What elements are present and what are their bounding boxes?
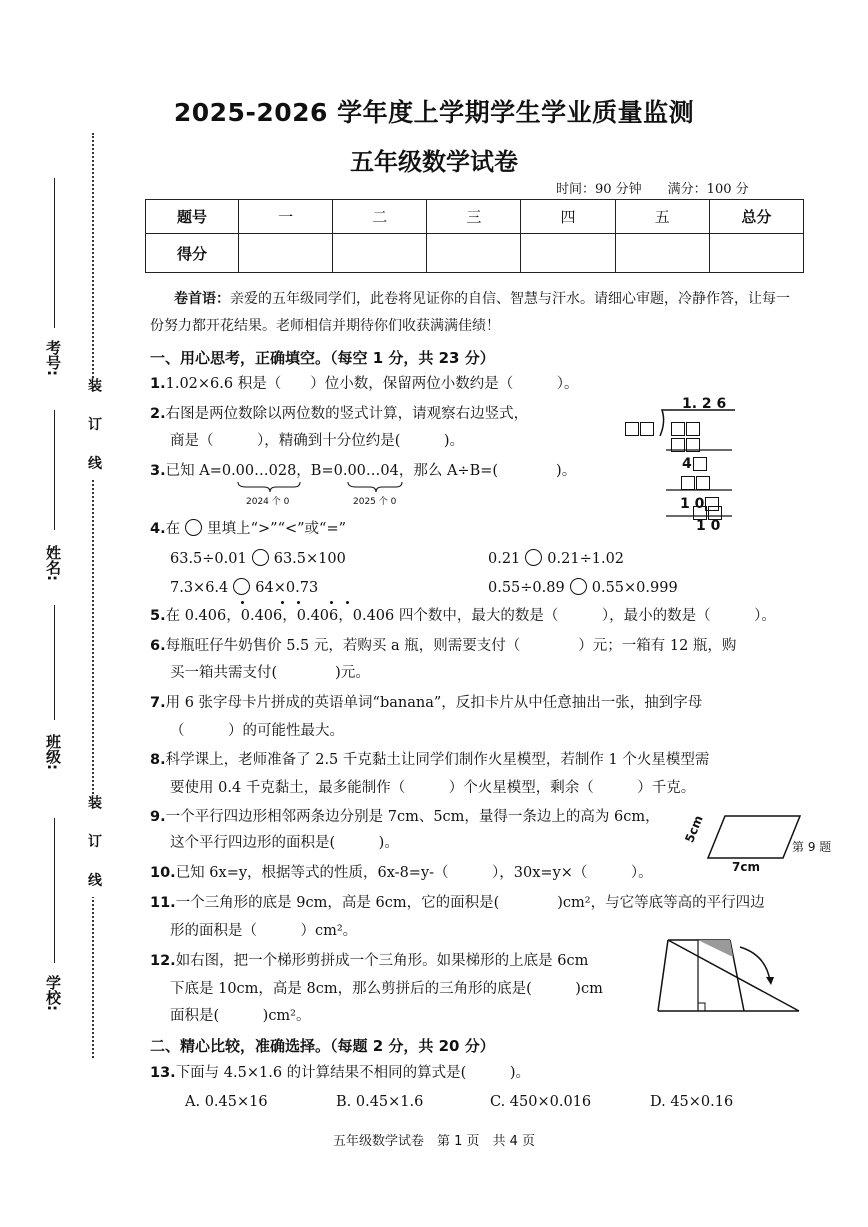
xuexiao-underline xyxy=(54,818,55,963)
score-table-header-cell: 二 xyxy=(333,200,427,234)
score-row-label: 得分 xyxy=(146,234,239,273)
compare-circle[interactable] xyxy=(525,549,542,566)
banji-label: 班级: xyxy=(44,734,62,770)
question-12 xyxy=(150,952,588,970)
repeat-dot xyxy=(241,601,244,604)
question-text: 一个平行四边形相邻两条边分别是 7cm、5cm，量得一条边上的高为 6cm， xyxy=(165,809,660,825)
q4-item-d xyxy=(488,578,678,597)
digit-box[interactable] xyxy=(625,422,639,436)
repeat-dot xyxy=(297,601,300,604)
page-footer: 五年级数学试卷 第 1 页 共 4 页 xyxy=(332,1134,536,1149)
question-12-line2: 下底是 10cm，高是 8cm，那么剪拼后的三角形的底是( )cm xyxy=(170,981,603,997)
expr: 0.55×0.999 xyxy=(591,580,678,596)
division-final: 1 0 xyxy=(696,518,721,534)
question-7-line2: （ ）的可能性最大。 xyxy=(170,723,344,739)
q4-item-b xyxy=(488,549,624,568)
question-3 xyxy=(150,462,576,480)
question-8 xyxy=(150,751,709,769)
compare-circle[interactable] xyxy=(570,578,587,595)
q4-item-c xyxy=(170,578,318,597)
expr: 64×0.73 xyxy=(255,580,319,596)
question-number: 9. xyxy=(150,809,166,825)
question-text: 右图是两位数除以两位数的竖式计算，请观察右边竖式， xyxy=(165,406,529,422)
question-9-line2: 这个平行四边形的面积是( )。 xyxy=(170,835,399,851)
question-text: 1.02×6.6 积是（ ）位小数，保留两位小数约是（ ）。 xyxy=(165,376,579,392)
xingming-underline xyxy=(54,410,55,530)
expr: 7.3×6.4 xyxy=(170,580,229,596)
divisor-boxes xyxy=(624,418,654,437)
score-table xyxy=(145,199,804,273)
question-1 xyxy=(150,375,578,393)
remainder-row-1 xyxy=(682,453,707,472)
division-quotient: 1. 2 6 xyxy=(682,396,727,412)
q13-option-b[interactable]: B. 0.45×1.6 xyxy=(336,1094,424,1110)
question-text: 科学课上，老师准备了 2.5 千克黏土让同学们制作火星模型，若制作 1 个火星模型需 xyxy=(165,752,710,768)
repeat-dot xyxy=(281,601,284,604)
question-text: 在 xyxy=(165,521,181,537)
question-text: 已知 6x=y，根据等式的性质，6x-8=y-（ ），30x=y×（ ）。 xyxy=(175,865,653,881)
parallelogram-side-label: 5cm xyxy=(682,813,706,845)
question-6 xyxy=(150,637,736,655)
parallelogram-base-label: 7cm xyxy=(732,860,760,874)
score-cell[interactable] xyxy=(521,234,615,273)
expr: 0.21÷1.02 xyxy=(547,551,625,567)
question-4 xyxy=(150,519,346,538)
exam-subtitle: 五年级数学试卷 xyxy=(350,148,518,176)
question-number: 4. xyxy=(150,521,166,537)
division-bracket xyxy=(620,396,740,536)
question-13 xyxy=(150,1064,530,1082)
digit-box[interactable] xyxy=(640,422,654,436)
question-2 xyxy=(150,405,528,423)
q3-note-b: 2025 个 0 xyxy=(353,497,397,507)
q13-option-c[interactable]: C. 450×0.016 xyxy=(490,1094,592,1110)
question-text: 如右图，把一个梯形剪拼成一个三角形。如果梯形的上底是 6cm xyxy=(175,953,589,969)
question-9 xyxy=(150,808,660,826)
question-number: 11. xyxy=(150,895,176,911)
banji-underline xyxy=(54,605,55,720)
question-number: 3. xyxy=(150,463,166,479)
score-table-header-cell: 三 xyxy=(427,200,521,234)
repeat-dot xyxy=(330,601,333,604)
compare-circle[interactable] xyxy=(252,549,269,566)
question-number: 13. xyxy=(150,1065,176,1081)
q3-note-a: 2024 个 0 xyxy=(246,497,290,507)
question-8-line2: 要使用 0.4 千克黏土，最多能制作（ ）个火星模型，剩余（ ）千克。 xyxy=(170,780,696,796)
trapezoid-figure xyxy=(654,937,804,1017)
score-cell[interactable] xyxy=(239,234,333,273)
section-1-title: 一、用心思考，正确填空。（每空 1 分，共 23 分） xyxy=(150,349,495,367)
expr: 63.5×100 xyxy=(273,551,346,567)
score-cell[interactable] xyxy=(333,234,427,273)
question-11 xyxy=(150,894,765,912)
digit-box[interactable] xyxy=(681,476,695,490)
score-table-header-cell: 一 xyxy=(239,200,333,234)
question-number: 5. xyxy=(150,608,166,624)
expr: 0.21 xyxy=(488,551,521,567)
digit-box[interactable] xyxy=(686,438,700,452)
score-cell[interactable] xyxy=(709,234,803,273)
kaohao-underline xyxy=(54,178,55,328)
question-12-line3: 面积是( )cm²。 xyxy=(170,1008,311,1024)
digit-box[interactable] xyxy=(671,438,685,452)
kaohao-label: 考号: xyxy=(44,340,62,376)
parallelogram-figure xyxy=(705,812,805,862)
xuexiao-label: 学校: xyxy=(44,975,62,1011)
digit-box[interactable] xyxy=(696,476,710,490)
figure-9-label: 第 9 题 xyxy=(792,840,832,854)
question-number: 6. xyxy=(150,638,166,654)
q3-braces xyxy=(236,481,436,493)
question-number: 12. xyxy=(150,953,176,969)
division-digit: 1 0 xyxy=(680,496,705,512)
question-text: 用 6 张字母卡片拼成的英语单词“banana”，反扣卡片从中任意抽出一张，抽到字母 xyxy=(165,695,703,711)
long-division-figure xyxy=(620,396,740,536)
question-10 xyxy=(150,864,653,882)
product-boxes-2 xyxy=(680,472,710,491)
question-6-line2: 买一箱共需支付( )元。 xyxy=(170,665,370,681)
question-number: 10. xyxy=(150,865,176,881)
question-7 xyxy=(150,694,702,712)
question-number: 7. xyxy=(150,695,166,711)
expr: 0.55÷0.89 xyxy=(488,580,565,596)
score-cell[interactable] xyxy=(615,234,709,273)
binding-dotted-line-right xyxy=(92,133,94,1058)
compare-circle[interactable] xyxy=(233,578,250,595)
score-cell[interactable] xyxy=(427,234,521,273)
xingming-label: 姓名: xyxy=(44,545,62,581)
preface-label: 卷首语： xyxy=(174,291,230,307)
q4-item-a xyxy=(170,549,346,568)
section-2-title: 二、精心比较，准确选择。（每题 2 分，共 20 分） xyxy=(150,1037,495,1055)
question-text: 每瓶旺仔牛奶售价 5.5 元，若购买 a 瓶，则需要支付（ ）元；一箱有 12 瓶，购 xyxy=(165,638,737,654)
score-table-header-cell: 四 xyxy=(521,200,615,234)
binding-text-bottom: 装 订 线 xyxy=(86,795,102,897)
question-number: 1. xyxy=(150,376,166,392)
digit-box[interactable] xyxy=(693,457,707,471)
question-number: 8. xyxy=(150,752,166,768)
exam-title: 2025-2026 学年度上学期学生学业质量监测 xyxy=(173,98,695,127)
repeat-dot xyxy=(346,601,349,604)
question-text: 在 0.406，0.406，0.406，0.406 四个数中，最大的数是（ ），最小的数是（ ）。 xyxy=(165,608,776,624)
score-table-header-cell: 总分 xyxy=(709,200,803,234)
question-2-line2: 商是（ ），精确到十分位约是( )。 xyxy=(170,433,465,449)
time-info: 时间：90 分钟 满分：100 分 xyxy=(556,182,749,197)
question-number: 2. xyxy=(150,406,166,422)
preface xyxy=(150,286,800,340)
question-5 xyxy=(150,607,776,625)
question-11-line2: 形的面积是（ ）cm²。 xyxy=(170,923,358,939)
binding-text-top: 装 订 线 xyxy=(86,378,102,480)
question-text: 一个三角形的底是 9cm，高是 6cm，它的面积是( )cm²，与它等底等高的平行四边 xyxy=(175,895,765,911)
question-text: 下面与 4.5×1.6 的计算结果不相同的算式是( )。 xyxy=(175,1065,530,1081)
product-boxes xyxy=(670,434,700,453)
preface-text: 亲爱的五年级同学们，此卷将见证你的自信、智慧与汗水。请细心审题，冷静作答，让每一份努力都开花结果。老师相信并期待你们收获满满佳绩！ xyxy=(150,291,790,334)
expr: 63.5÷0.01 xyxy=(170,551,247,567)
compare-circle xyxy=(185,519,202,536)
score-table-header-cell: 题号 xyxy=(146,200,239,234)
score-table-header-cell: 五 xyxy=(615,200,709,234)
question-text: 里填上“>”“<”或“=” xyxy=(207,521,347,537)
division-digit: 4 xyxy=(682,456,692,472)
question-text: 已知 A=0.00…028，B=0.00…04，那么 A÷B=( )。 xyxy=(165,463,577,479)
q13-option-d[interactable]: D. 45×0.16 xyxy=(650,1094,734,1110)
q13-option-a[interactable]: A. 0.45×16 xyxy=(185,1094,268,1110)
